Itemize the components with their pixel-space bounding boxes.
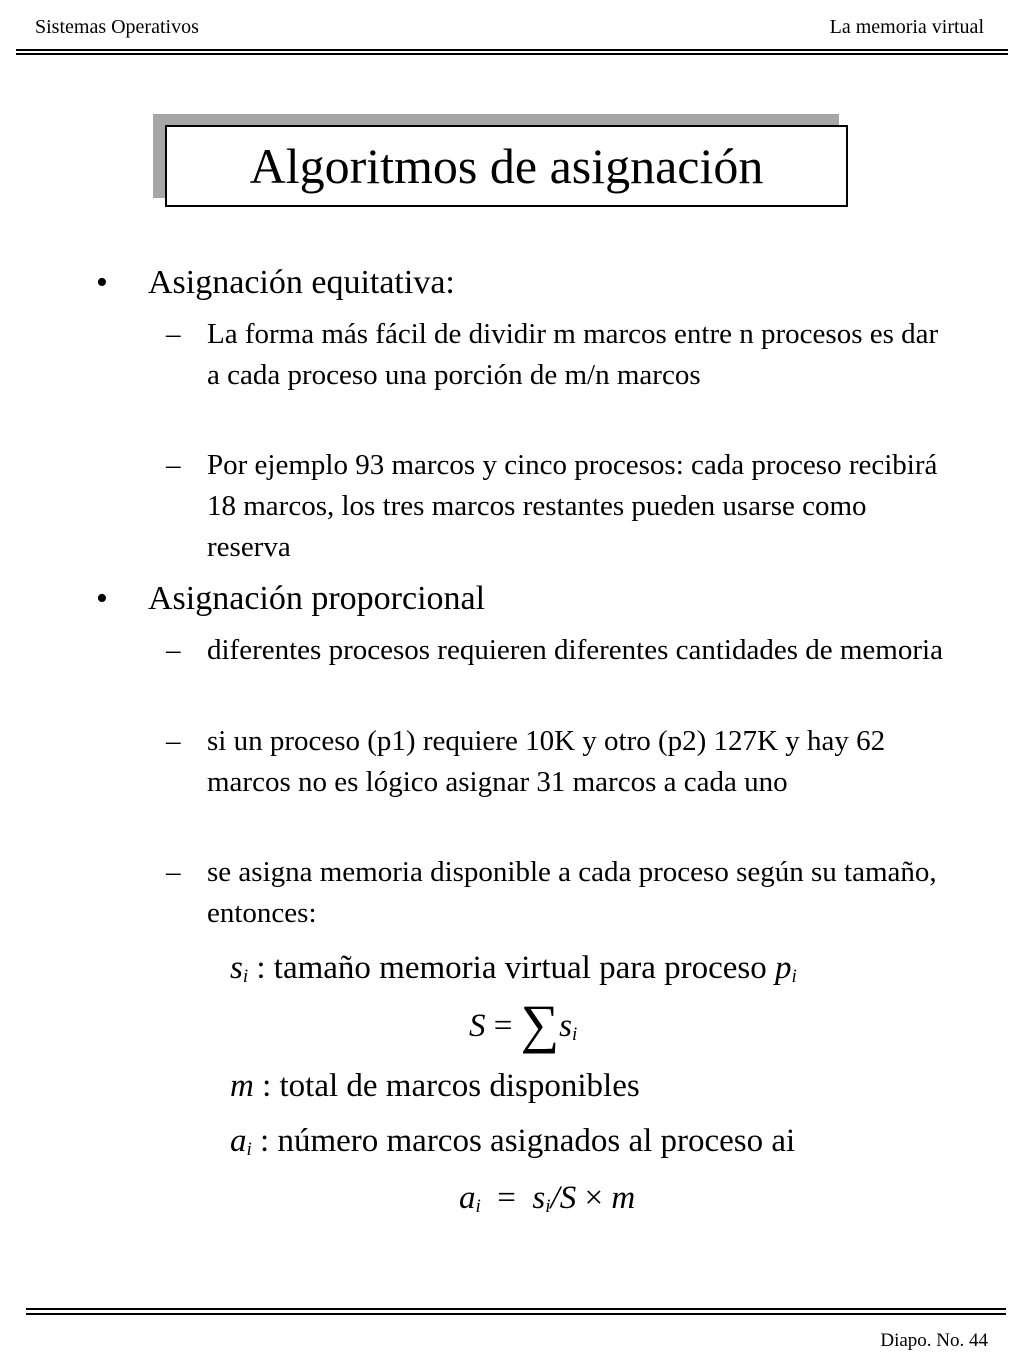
bottom-rule-2 [26,1313,1006,1315]
formula-sum: $S = \sum s_i$ [469,994,578,1054]
slide-number: Diapo. No. 44 [880,1330,988,1351]
formula-ai: $a_i$ : número marcos asignados al proceso ai [230,1123,796,1160]
sub-bullet-text: diferentes procesos requieren diferentes cantidades de memoria [207,634,943,666]
slide-title: Algoritmos de asignación [165,125,848,207]
sub-bullet-text: si un proceso (p1) requiere 10K y otro (p2) 127K y hay 62 marcos no es lógico asignar 31 marcos a cada uno [207,725,886,798]
top-rule-2 [16,53,1008,55]
formula-ai-eq: $a_i = s_i/S \times m$ [459,1180,636,1217]
bullet-heading: Asignación equitativa: [148,264,455,301]
sub-bullet-text: se asigna memoria disponible a cada proceso según su tamaño, entonces: [207,856,937,929]
header-right: La memoria virtual [829,16,984,38]
bottom-rule-1 [26,1308,1006,1310]
dash-marker: – [166,449,181,481]
formula-m: m : total de marcos disponibles [230,1068,640,1104]
sigma-symbol: ∑ [520,994,560,1054]
formula-si: $s_i$ : tamaño memoria virtual para proceso $p_i$ [230,950,797,987]
sub-bullet-text: Por ejemplo 93 marcos y cinco procesos: cada proceso recibirá 18 marcos, los tres marcos restantes pueden usarse como reserva [207,449,938,563]
bullet-dot: • [96,264,108,301]
bullet-dot: • [96,580,108,617]
dash-marker: – [166,725,181,757]
sub-bullet-text: La forma más fácil de dividir m marcos entre n procesos es dar a cada proceso una porción de m/n marcos [207,318,939,391]
dash-marker: – [166,634,181,666]
bullet-heading: Asignación proporcional [148,580,486,617]
dash-marker: – [166,318,181,350]
header-left: Sistemas Operativos [35,16,199,38]
top-rule-1 [16,49,1008,51]
dash-marker: – [166,856,181,888]
